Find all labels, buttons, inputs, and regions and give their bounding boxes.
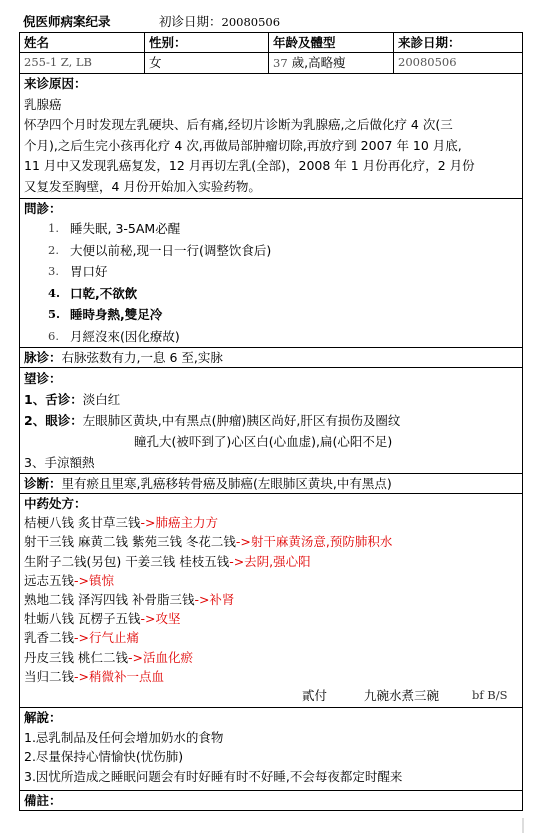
rx-label: 中药处方： (24, 496, 87, 511)
explain-section (20, 708, 523, 791)
rx-signature: bf B/S (472, 688, 508, 703)
look-row (20, 368, 523, 474)
pulse-text: 右脉弦数有力,一息 6 至,实脉 (61, 350, 223, 365)
sex-label: 性别： (145, 33, 269, 53)
rx-section (20, 494, 523, 708)
record-title: 倪医师病案纪录 (23, 14, 111, 29)
reason-line: 11 月中又发现乳癌复发，12 月再切左乳(全部)，2008 年 1 月份再化疗，2 月份 (24, 158, 475, 173)
rx-line: 射干三钱 麻黄二钱 紫苑三钱 冬花二钱->射干麻黄汤意,预防肺积水 (24, 534, 393, 550)
pulse-label: 脉诊： (24, 350, 62, 365)
inquiry-item: 3. 胃口好 (48, 264, 108, 279)
age-number: 37 (273, 56, 288, 70)
visit-date-label: 来診日期： (394, 33, 523, 53)
inquiry-item: 4. 口乾,不欲飲 (48, 285, 138, 301)
notes-row (20, 791, 523, 811)
inquiry-item: 6. 月經沒來(因化療故) (48, 328, 180, 344)
inquiry-list (24, 218, 518, 347)
first-visit (159, 12, 280, 32)
explain-item: 3.因忧所造成之睡眠问题会有时好睡有时不好睡,不会每夜都定时醒来 (24, 768, 403, 784)
reason-line: 怀孕四个月时发现左乳硬块、后有痛,经切片诊断为乳腺癌,之后做化疗 4 次(三 (24, 117, 453, 132)
rx-method: 九碗水煮三碗 (364, 688, 440, 704)
notes-section (20, 791, 523, 811)
first-visit-label: 初诊日期： (159, 14, 222, 29)
explain-row (20, 708, 523, 791)
reason-line: 又复发至胸壁，4 月份开始加入实验药物。 (24, 178, 261, 194)
rx-doses: 貳付 (302, 688, 328, 704)
record-table (19, 32, 523, 811)
diagnosis-label: 诊断： (24, 476, 62, 491)
diagnosis-section (20, 474, 523, 494)
page-edge (522, 818, 524, 833)
rx-line: 丹皮三钱 桃仁二钱->活血化瘀 (24, 649, 193, 665)
rx-row (20, 494, 523, 708)
rx-line: 当归二钱->稍微补一点血 (24, 668, 165, 684)
age-body: 歲,高略瘦 (291, 55, 346, 70)
age-label: 年龄及體型 (269, 33, 394, 53)
inquiry-section (20, 199, 523, 348)
case-record (19, 12, 522, 811)
tongue-diagnosis: 1、舌诊：淡白红 (24, 392, 121, 407)
diagnosis-text: 里有瘀且里寒,乳癌移转骨癌及肺癌(左眼肺区黄块,中有黑点) (61, 476, 392, 491)
name-label: 姓名 (20, 33, 145, 53)
reason-line: 个月),之后生完小孩再化疗 4 次,再做局部肿瘤切除,再放疗到 2007 年 10 月底, (24, 137, 462, 153)
rx-line: 乳香二钱->行气止痛 (24, 630, 139, 646)
visit-date-value: 20080506 (394, 53, 523, 74)
reason-diagnosis: 乳腺癌 (24, 96, 62, 112)
inquiry-row (20, 199, 523, 348)
reason-section (20, 74, 523, 199)
record-header (19, 12, 522, 32)
explain-item: 2.尽量保持心情愉快(忧伤肺) (24, 749, 184, 765)
rx-line: 熟地二钱 泽泻四钱 补骨脂三钱->补肾 (24, 592, 235, 608)
pulse-section (20, 348, 523, 368)
info-header-row (20, 33, 523, 53)
sex-value: 女 (145, 53, 269, 74)
notes-label: 備註： (24, 793, 62, 809)
rx-line: 生附子二钱(另包) 干姜三钱 桂枝五钱->去阴,强心阳 (24, 553, 311, 569)
inquiry-item: 1. 睡失眠, 3-5AM必醒 (48, 221, 181, 236)
look-section (20, 368, 523, 474)
explain-item: 1.忌乳制品及任何会增加奶水的食物 (24, 729, 224, 745)
info-value-row (20, 53, 523, 74)
first-visit-date: 20080506 (221, 15, 281, 29)
hand-diagnosis: 3、手涼額熱 (24, 455, 95, 470)
diagnosis-row (20, 474, 523, 494)
rx-line: 牡蛎八钱 瓦楞子五钱->攻坚 (24, 611, 181, 627)
reason-row (20, 74, 523, 199)
eye-diagnosis-cont: 瞳孔大(被吓到了)心区白(心血虚),扁(心阳不足) (134, 434, 393, 449)
explain-label: 解說： (24, 710, 62, 726)
inquiry-item: 2. 大便以前秘,现一日一行(调整饮食后) (48, 242, 272, 258)
name-value: 255-1 Z, LB (20, 53, 145, 74)
rx-line: 桔梗八钱 炙甘草三钱->肺癌主力方 (24, 515, 218, 531)
rx-footer (24, 686, 518, 707)
age-value (269, 53, 394, 74)
reason-label: 来诊原因： (24, 76, 87, 91)
inquiry-item: 5. 睡時身熱,雙足冷 (48, 307, 163, 322)
pulse-row (20, 348, 523, 368)
rx-line: 远志五钱->镇惊 (24, 572, 114, 588)
inquiry-label: 問診： (24, 201, 62, 216)
look-label: 望诊： (24, 371, 62, 386)
eye-diagnosis: 2、眼诊：左眼肺区黄块,中有黑点(肿瘤)胰区尚好,肝区有损伤及圈纹 (24, 413, 401, 428)
